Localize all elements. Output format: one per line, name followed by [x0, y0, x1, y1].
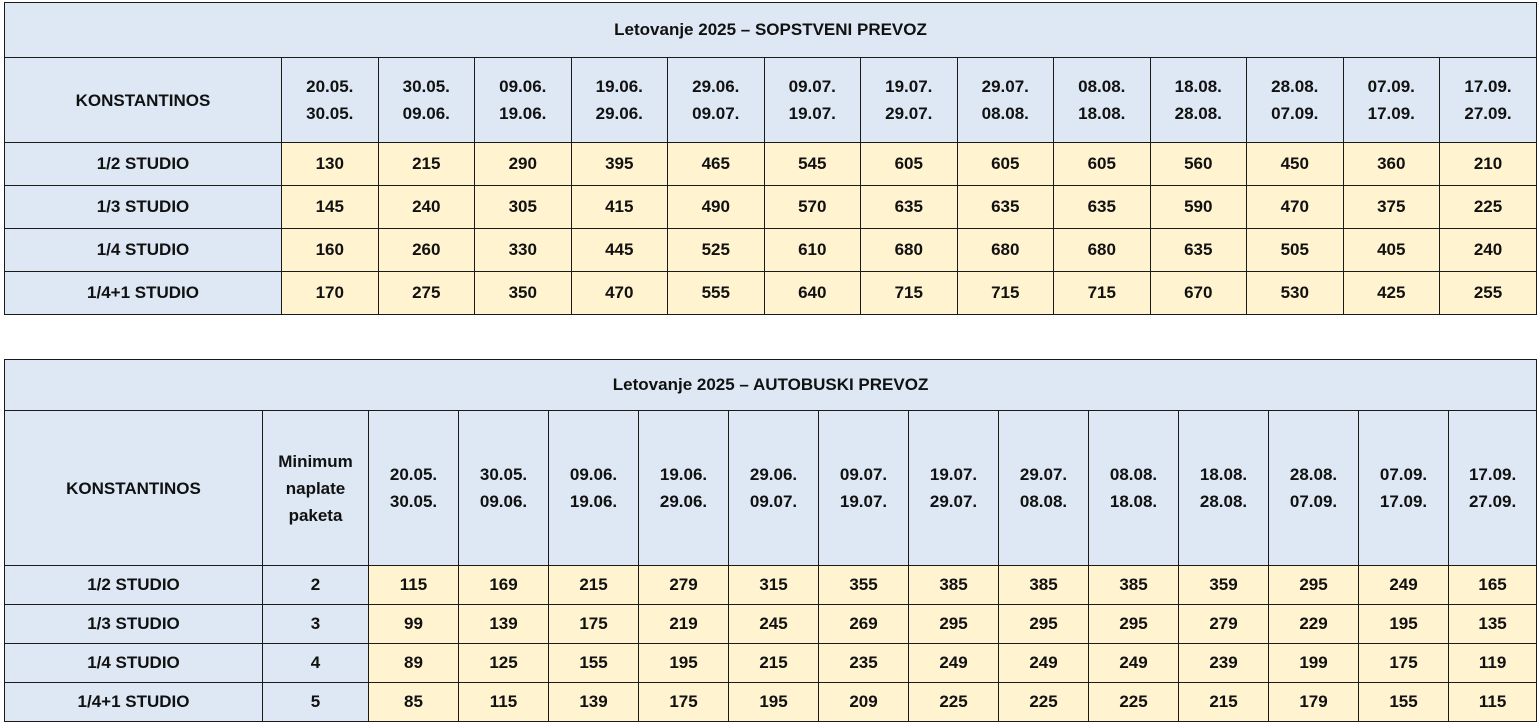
period-header: 17.09. 27.09.: [1440, 58, 1537, 143]
price-cell: 119: [1449, 644, 1537, 683]
price-cell: 179: [1269, 683, 1359, 722]
price-cell: 160: [282, 229, 379, 272]
price-cell: 680: [861, 229, 958, 272]
price-cell: 530: [1247, 272, 1344, 315]
price-cell: 635: [861, 186, 958, 229]
price-cell: 195: [729, 683, 819, 722]
price-cell: 215: [729, 644, 819, 683]
price-cell: 85: [369, 683, 459, 722]
period-header: 30.05. 09.06.: [378, 58, 475, 143]
room-type-label: 1/2 STUDIO: [5, 143, 282, 186]
price-cell: 130: [282, 143, 379, 186]
price-cell: 279: [1179, 605, 1269, 644]
price-cell: 275: [378, 272, 475, 315]
table-row: [5, 644, 1537, 683]
price-cell: 89: [369, 644, 459, 683]
price-cell: 505: [1247, 229, 1344, 272]
hotel-name-header: KONSTANTINOS: [5, 411, 263, 566]
price-cell: 209: [819, 683, 909, 722]
period-header: 09.07. 19.07.: [819, 411, 909, 566]
price-cell: 680: [957, 229, 1054, 272]
price-cell: 470: [1247, 186, 1344, 229]
minimum-payment-cell: 3: [263, 605, 369, 644]
price-cell: 225: [909, 683, 999, 722]
price-cell: 635: [1054, 186, 1151, 229]
period-header: 28.08. 07.09.: [1247, 58, 1344, 143]
table-row: [5, 186, 1537, 229]
period-header: 20.05. 30.05.: [282, 58, 379, 143]
own-transport-header-row: [5, 58, 1537, 143]
price-cell: 470: [571, 272, 668, 315]
price-cell: 115: [369, 566, 459, 605]
table-row: [5, 272, 1537, 315]
price-cell: 375: [1343, 186, 1440, 229]
bus-transport-header-row: [5, 411, 1537, 566]
price-cell: 610: [764, 229, 861, 272]
price-cell: 255: [1440, 272, 1537, 315]
price-cell: 385: [999, 566, 1089, 605]
minimum-payment-header: Minimum naplate paketa: [263, 411, 369, 566]
price-cell: 359: [1179, 566, 1269, 605]
price-cell: 249: [909, 644, 999, 683]
room-type-label: 1/4 STUDIO: [5, 644, 263, 683]
price-cell: 170: [282, 272, 379, 315]
bus-transport-price-table: [4, 359, 1537, 722]
price-cell: 225: [1089, 683, 1179, 722]
price-cell: 360: [1343, 143, 1440, 186]
period-header: 19.07. 29.07.: [861, 58, 958, 143]
price-cell: 240: [378, 186, 475, 229]
price-cell: 239: [1179, 644, 1269, 683]
price-cell: 490: [668, 186, 765, 229]
period-header: 19.06. 29.06.: [571, 58, 668, 143]
minimum-payment-cell: 5: [263, 683, 369, 722]
price-cell: 175: [549, 605, 639, 644]
price-cell: 545: [764, 143, 861, 186]
hotel-name-header: KONSTANTINOS: [5, 58, 282, 143]
period-header: 20.05. 30.05.: [369, 411, 459, 566]
price-cell: 635: [1150, 229, 1247, 272]
price-cell: 715: [861, 272, 958, 315]
price-cell: 165: [1449, 566, 1537, 605]
price-cell: 125: [459, 644, 549, 683]
price-cell: 240: [1440, 229, 1537, 272]
price-cell: 195: [639, 644, 729, 683]
price-cell: 425: [1343, 272, 1440, 315]
price-cell: 560: [1150, 143, 1247, 186]
price-cell: 215: [549, 566, 639, 605]
price-cell: 295: [909, 605, 999, 644]
period-header: 29.07. 08.08.: [999, 411, 1089, 566]
price-cell: 330: [475, 229, 572, 272]
price-cell: 249: [999, 644, 1089, 683]
price-cell: 169: [459, 566, 549, 605]
period-header: 18.08. 28.08.: [1179, 411, 1269, 566]
period-header: 08.08. 18.08.: [1089, 411, 1179, 566]
room-type-label: 1/4+1 STUDIO: [5, 683, 263, 722]
price-cell: 245: [729, 605, 819, 644]
price-cell: 215: [378, 143, 475, 186]
own-transport-title: Letovanje 2025 – SOPSTVENI PREVOZ: [5, 3, 1537, 58]
price-cell: 450: [1247, 143, 1344, 186]
price-cell: 195: [1359, 605, 1449, 644]
room-type-label: 1/2 STUDIO: [5, 566, 263, 605]
price-cell: 305: [475, 186, 572, 229]
price-cell: 210: [1440, 143, 1537, 186]
period-header: 19.07. 29.07.: [909, 411, 999, 566]
price-cell: 385: [909, 566, 999, 605]
price-cell: 385: [1089, 566, 1179, 605]
bus-transport-title: Letovanje 2025 – AUTOBUSKI PREVOZ: [5, 360, 1537, 411]
price-cell: 175: [1359, 644, 1449, 683]
price-cell: 415: [571, 186, 668, 229]
period-header: 19.06. 29.06.: [639, 411, 729, 566]
period-header: 09.07. 19.07.: [764, 58, 861, 143]
room-type-label: 1/4+1 STUDIO: [5, 272, 282, 315]
price-cell: 215: [1179, 683, 1269, 722]
price-cell: 635: [957, 186, 1054, 229]
period-header: 17.09. 27.09.: [1449, 411, 1537, 566]
period-header: 30.05. 09.06.: [459, 411, 549, 566]
price-cell: 315: [729, 566, 819, 605]
price-cell: 570: [764, 186, 861, 229]
period-header: 09.06. 19.06.: [475, 58, 572, 143]
price-cell: 290: [475, 143, 572, 186]
price-cell: 155: [1359, 683, 1449, 722]
period-header: 29.06. 09.07.: [729, 411, 819, 566]
table-row: [5, 683, 1537, 722]
price-cell: 279: [639, 566, 729, 605]
period-header: 07.09. 17.09.: [1359, 411, 1449, 566]
price-cell: 249: [1089, 644, 1179, 683]
price-cell: 249: [1359, 566, 1449, 605]
period-header: 18.08. 28.08.: [1150, 58, 1247, 143]
room-type-label: 1/3 STUDIO: [5, 605, 263, 644]
price-cell: 260: [378, 229, 475, 272]
price-cell: 355: [819, 566, 909, 605]
room-type-label: 1/3 STUDIO: [5, 186, 282, 229]
price-cell: 350: [475, 272, 572, 315]
price-cell: 235: [819, 644, 909, 683]
price-cell: 115: [459, 683, 549, 722]
period-header: 09.06. 19.06.: [549, 411, 639, 566]
own-transport-price-table: [4, 2, 1537, 315]
period-header: 07.09. 17.09.: [1343, 58, 1440, 143]
price-cell: 139: [549, 683, 639, 722]
table-row: [5, 229, 1537, 272]
table-row: [5, 566, 1537, 605]
price-cell: 605: [861, 143, 958, 186]
period-header: 28.08. 07.09.: [1269, 411, 1359, 566]
price-cell: 295: [1269, 566, 1359, 605]
price-cell: 295: [999, 605, 1089, 644]
minimum-payment-cell: 4: [263, 644, 369, 683]
price-cell: 465: [668, 143, 765, 186]
price-cell: 295: [1089, 605, 1179, 644]
price-cell: 225: [999, 683, 1089, 722]
price-cell: 605: [957, 143, 1054, 186]
price-cell: 115: [1449, 683, 1537, 722]
table-row: [5, 143, 1537, 186]
price-cell: 225: [1440, 186, 1537, 229]
minimum-payment-cell: 2: [263, 566, 369, 605]
price-cell: 155: [549, 644, 639, 683]
price-cell: 680: [1054, 229, 1151, 272]
table-row: [5, 605, 1537, 644]
price-cell: 640: [764, 272, 861, 315]
price-cell: 605: [1054, 143, 1151, 186]
price-cell: 229: [1269, 605, 1359, 644]
price-cell: 715: [957, 272, 1054, 315]
price-cell: 269: [819, 605, 909, 644]
period-header: 29.07. 08.08.: [957, 58, 1054, 143]
price-cell: 139: [459, 605, 549, 644]
price-cell: 145: [282, 186, 379, 229]
period-header: 29.06. 09.07.: [668, 58, 765, 143]
price-cell: 525: [668, 229, 765, 272]
price-cell: 395: [571, 143, 668, 186]
price-cell: 555: [668, 272, 765, 315]
price-cell: 405: [1343, 229, 1440, 272]
period-header: 08.08. 18.08.: [1054, 58, 1151, 143]
price-cell: 590: [1150, 186, 1247, 229]
price-cell: 99: [369, 605, 459, 644]
price-cell: 715: [1054, 272, 1151, 315]
price-cell: 219: [639, 605, 729, 644]
price-cell: 135: [1449, 605, 1537, 644]
price-cell: 445: [571, 229, 668, 272]
price-cell: 199: [1269, 644, 1359, 683]
price-cell: 175: [639, 683, 729, 722]
price-cell: 670: [1150, 272, 1247, 315]
room-type-label: 1/4 STUDIO: [5, 229, 282, 272]
